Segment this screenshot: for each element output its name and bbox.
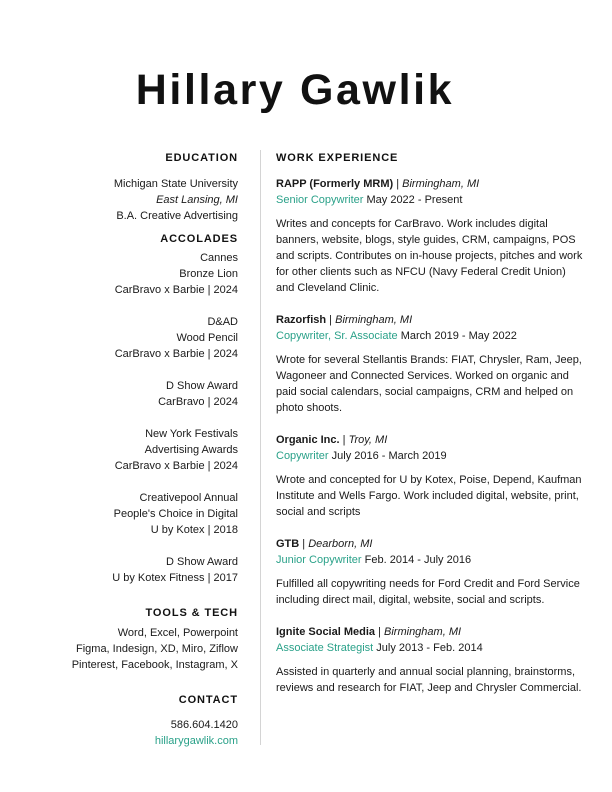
job-entry (276, 536, 586, 608)
job-location: Birmingham, MI (384, 626, 462, 638)
job-header: Ignite Social Media | Birmingham, MI (276, 626, 462, 638)
tools-title: TOOLS & TECH (145, 607, 238, 619)
job-location: Birmingham, MI (335, 314, 413, 326)
left-column (40, 151, 238, 765)
job-role: Copywriter, Sr. Associate (276, 330, 398, 342)
accolade-line: New York Festivals (145, 428, 238, 440)
accolade-line: CarBravo | 2024 (158, 396, 238, 408)
job-description: Wrote for several Stellantis Brands: FIAT, Chrysler, Ram, Jeep, Wagoneer and Connected Services. Worked on organic and paid social calendars, social campaigns, CRM and helped on photo shoots. (276, 354, 582, 414)
education-title: EDUCATION (165, 152, 238, 164)
job-company: Razorfish (276, 314, 327, 326)
job-entry (276, 312, 586, 416)
accolade-item (40, 378, 238, 410)
job-dates: March 2019 - May 2022 (400, 330, 517, 342)
accolade-item (40, 314, 238, 362)
job-role: Senior Copywriter (276, 194, 364, 206)
education-degree: B.A. Creative Advertising (116, 210, 238, 222)
tools-line: Pinterest, Facebook, Instagram, X (71, 659, 238, 671)
job-role-line (276, 448, 586, 464)
job-role: Associate Strategist (276, 642, 374, 654)
right-column (276, 151, 586, 712)
job-company: GTB (276, 538, 300, 550)
column-divider (260, 150, 261, 745)
accolade-line: Advertising Awards (144, 444, 238, 456)
accolade-line: D Show Award (166, 380, 238, 392)
contact-section (40, 693, 238, 749)
job-description: Fulfilled all copywriting needs for Ford Credit and Ford Service including direct mail, digital, website, social and scripts. (276, 578, 580, 606)
job-dates: July 2016 - March 2019 (331, 450, 447, 462)
accolade-line: U by Kotex | 2018 (150, 524, 238, 536)
job-description: Wrote and concepted for U by Kotex, Poise, Depend, Kaufman Institute and Wells Fargo. Work included digital, website, print, social and scripts (276, 474, 582, 518)
accolade-line: Bronze Lion (179, 268, 238, 280)
accolades-title: ACCOLADES (160, 233, 238, 245)
job-entry (276, 432, 586, 520)
accolade-line: Wood Pencil (176, 332, 238, 344)
accolade-item (40, 426, 238, 474)
job-description: Assisted in quarterly and annual social planning, brainstorms, reviews and research for FIAT, Jeep and Chrysler Commercial. (276, 666, 582, 694)
job-dates: Feb. 2014 - July 2016 (364, 554, 472, 566)
accolade-line: CarBravo x Barbie | 2024 (114, 348, 238, 360)
job-dates: July 2013 - Feb. 2014 (376, 642, 483, 654)
accolade-item (40, 554, 238, 586)
contact-title: CONTACT (178, 694, 238, 706)
tools-section (40, 606, 238, 673)
job-entry (276, 176, 586, 296)
job-description: Writes and concepts for CarBravo. Work includes digital banners, website, blogs, style guides, CRM, campaigns, POS and scripts. Contributes on in-house projects, pitches and work for other clients such as NFCU (Navy Federal Credit Union) and Cleveland Clinic. (276, 218, 583, 294)
tools-line: Word, Excel, Powerpoint (117, 627, 238, 639)
accolades-section (40, 232, 238, 586)
job-header: RAPP (Formerly MRM) | Birmingham, MI (276, 178, 480, 190)
accolade-line: D Show Award (166, 556, 238, 568)
job-header: GTB | Dearborn, MI (276, 538, 373, 550)
job-location: Troy, MI (348, 434, 388, 446)
job-role-line (276, 640, 586, 656)
education-location: East Lansing, MI (156, 194, 238, 206)
accolade-line: CarBravo x Barbie | 2024 (114, 284, 238, 296)
job-role-line (276, 552, 586, 568)
job-company: RAPP (Formerly MRM) (276, 178, 394, 190)
job-header: Razorfish | Birmingham, MI (276, 314, 413, 326)
accolade-line: CarBravo x Barbie | 2024 (114, 460, 238, 472)
job-dates: May 2022 - Present (366, 194, 463, 206)
job-role-line (276, 328, 586, 344)
job-role-line (276, 192, 586, 208)
accolade-line: Cannes (200, 252, 238, 264)
work-title: WORK EXPERIENCE (276, 152, 399, 164)
job-header: Organic Inc. | Troy, MI (276, 434, 388, 446)
education-school: Michigan State University (113, 178, 238, 190)
tools-line: Figma, Indesign, XD, Miro, Ziflow (76, 643, 238, 655)
job-role: Junior Copywriter (276, 554, 362, 566)
job-entry (276, 624, 586, 696)
accolade-line: U by Kotex Fitness | 2017 (112, 572, 238, 584)
accolade-line: People's Choice in Digital (113, 508, 238, 520)
contact-phone: 586.604.1420 (170, 719, 238, 731)
accolade-item (40, 250, 238, 298)
job-company: Organic Inc. (276, 434, 340, 446)
contact-website-link[interactable]: hillarygawlik.com (154, 735, 238, 747)
job-location: Dearborn, MI (308, 538, 373, 550)
accolade-line: Creativepool Annual (139, 492, 238, 504)
resume-name: Hillary Gawlik (135, 66, 455, 114)
job-company: Ignite Social Media (276, 626, 376, 638)
accolade-line: D&AD (207, 316, 238, 328)
accolade-item (40, 490, 238, 538)
education-section (40, 151, 238, 224)
job-location: Birmingham, MI (402, 178, 480, 190)
job-role: Copywriter (276, 450, 329, 462)
